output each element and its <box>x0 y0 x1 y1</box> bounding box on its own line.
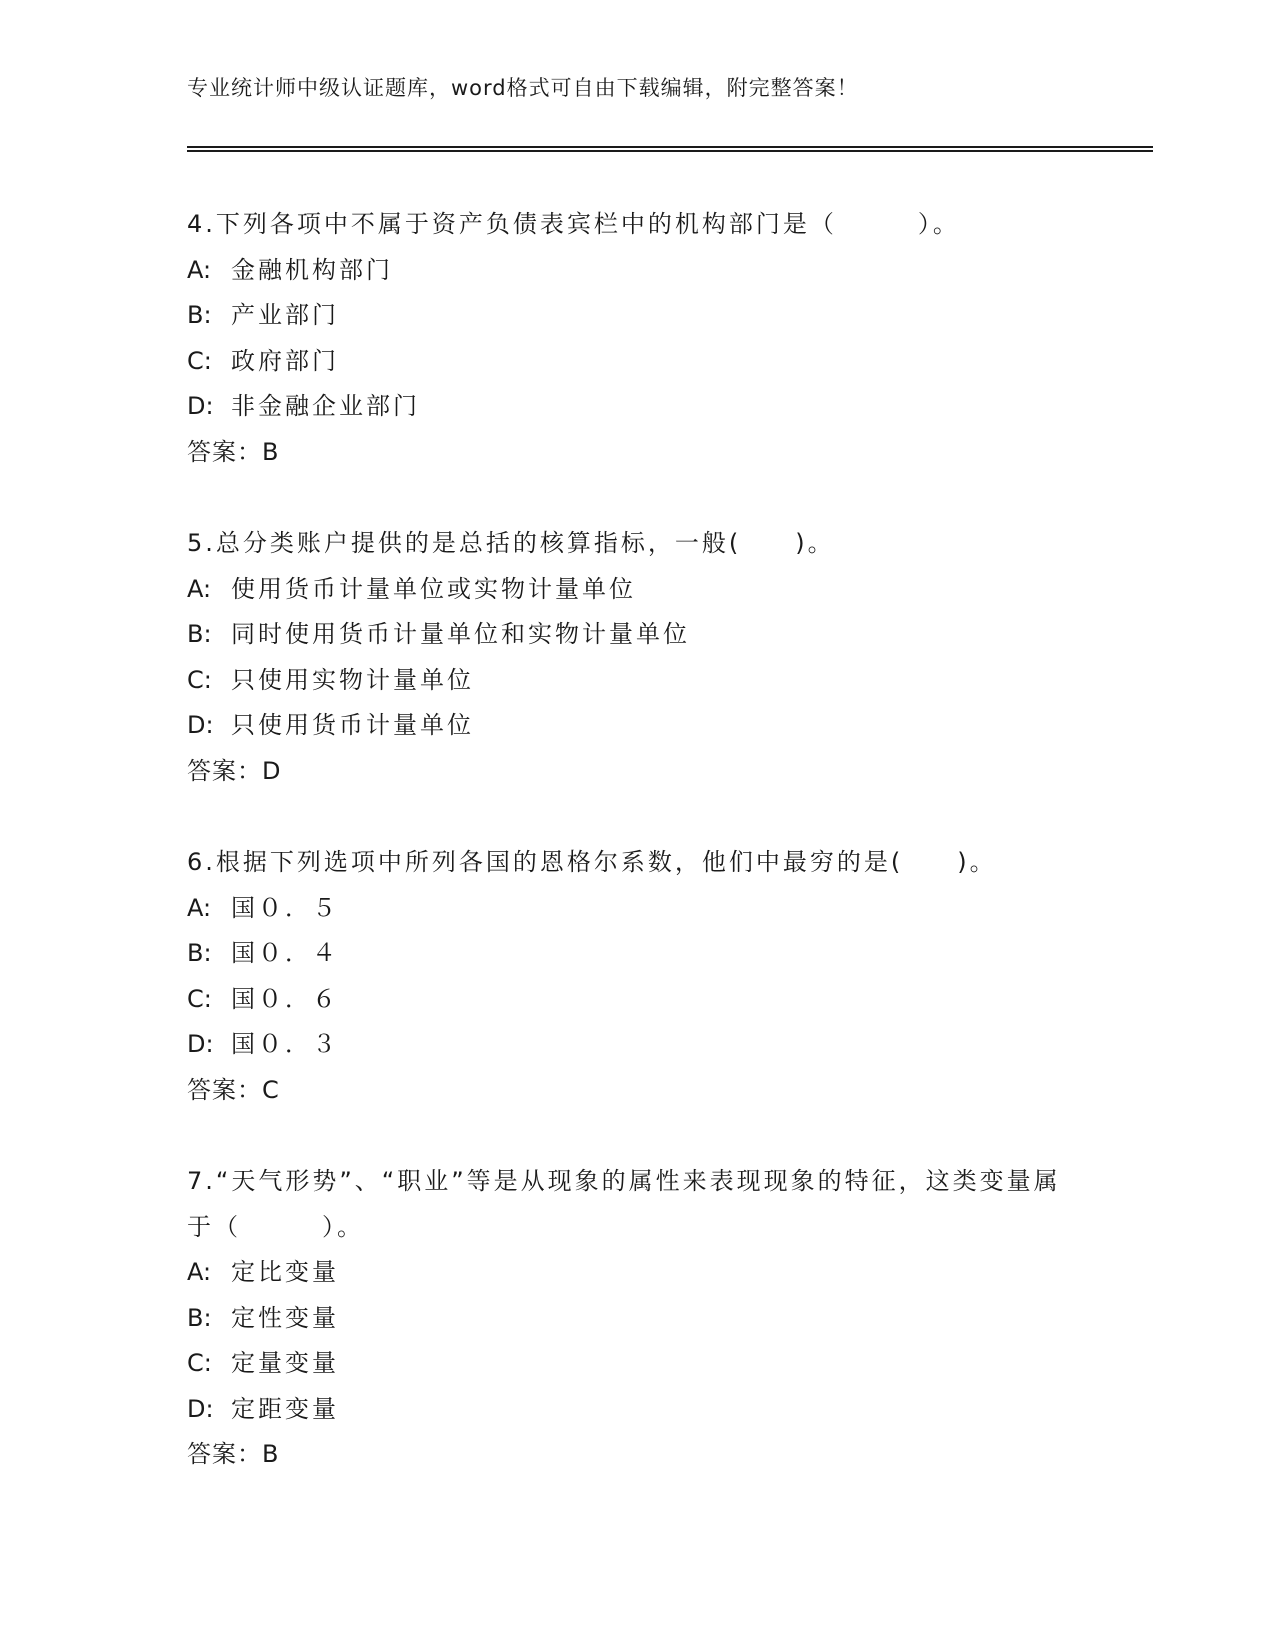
option-letter: D: <box>187 1394 214 1423</box>
option-letter: C: <box>187 665 212 694</box>
option-text: 定量变量 <box>231 1349 339 1377</box>
option-d <box>187 1387 1153 1433</box>
option-letter: C: <box>187 984 212 1013</box>
option-letter: D: <box>187 711 214 739</box>
question-text: 7.“天气形势”、“职业”等是从现象的属性来表现现象的特征，这类变量属于（ ）。 <box>187 1167 1061 1241</box>
option-b <box>187 293 1153 339</box>
option-letter: A: <box>187 1258 212 1286</box>
answer-line: 答案：D <box>187 756 282 785</box>
option-b <box>187 612 1153 658</box>
page-header: 专业统计师中级认证题库，word格式可自由下载编辑，附完整答案！ <box>187 76 859 100</box>
option-letter: A: <box>187 255 212 284</box>
option-b <box>187 931 1153 977</box>
option-text: 国０．６ <box>231 984 339 1013</box>
answer-line: 答案：B <box>187 1440 280 1468</box>
question-list <box>187 202 1153 1524</box>
option-a <box>187 567 1153 613</box>
option-c <box>187 339 1153 385</box>
question-text: 4.下列各项中不属于资产负债表宾栏中的机构部门是（ ）。 <box>187 210 960 238</box>
option-letter: D: <box>187 392 214 420</box>
option-b <box>187 1296 1153 1342</box>
option-text: 金融机构部门 <box>231 255 393 284</box>
question-text: 6.根据下列选项中所列各国的恩格尔系数，他们中最穷的是( )。 <box>187 848 997 876</box>
option-letter: C: <box>187 346 212 375</box>
option-text: 国０．４ <box>231 939 339 967</box>
option-letter: A: <box>187 574 212 603</box>
question-7 <box>187 1159 1153 1478</box>
question-5 <box>187 521 1153 794</box>
option-d <box>187 384 1153 430</box>
option-text: 定性变量 <box>231 1303 339 1332</box>
header-double-rule <box>187 146 1153 152</box>
option-text: 定距变量 <box>231 1394 339 1423</box>
option-text: 产业部门 <box>231 301 339 329</box>
option-c <box>187 1341 1153 1387</box>
option-text: 同时使用货币计量单位和实物计量单位 <box>231 620 690 648</box>
question-text: 5.总分类账户提供的是总括的核算指标，一般( )。 <box>187 529 835 557</box>
option-d <box>187 1022 1153 1068</box>
answer-line: 答案：B <box>187 437 280 466</box>
option-letter: C: <box>187 1349 212 1377</box>
option-text: 只使用货币计量单位 <box>231 711 474 739</box>
option-a <box>187 248 1153 294</box>
option-letter: B: <box>187 939 212 967</box>
option-text: 只使用实物计量单位 <box>231 665 474 694</box>
option-text: 国０．５ <box>231 893 339 922</box>
option-letter: B: <box>187 1303 212 1332</box>
option-letter: A: <box>187 893 212 922</box>
option-text: 非金融企业部门 <box>231 392 420 420</box>
question-6 <box>187 840 1153 1113</box>
question-4 <box>187 202 1153 475</box>
option-c <box>187 658 1153 704</box>
option-text: 使用货币计量单位或实物计量单位 <box>231 574 636 603</box>
answer-line: 答案：C <box>187 1075 280 1104</box>
option-text: 定比变量 <box>231 1258 339 1286</box>
option-text: 国０．３ <box>231 1030 339 1058</box>
option-c <box>187 977 1153 1023</box>
option-d <box>187 703 1153 749</box>
option-a <box>187 1250 1153 1296</box>
option-a <box>187 886 1153 932</box>
option-text: 政府部门 <box>231 346 339 375</box>
option-letter: B: <box>187 301 212 329</box>
option-letter: D: <box>187 1030 214 1058</box>
option-letter: B: <box>187 620 212 648</box>
